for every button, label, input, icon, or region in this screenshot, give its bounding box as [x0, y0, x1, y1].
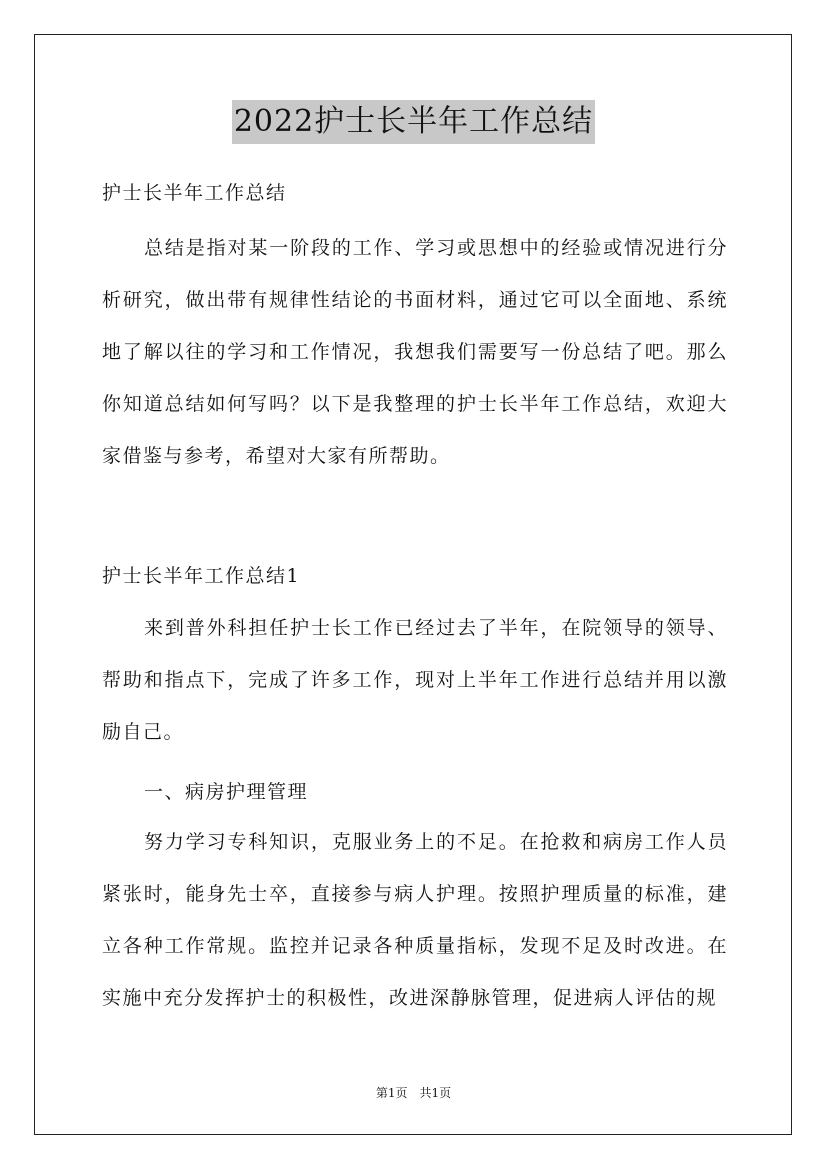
- item-1-title: 一、病房护理管理: [144, 781, 309, 803]
- document-subtitle: 护士长半年工作总结: [102, 182, 287, 204]
- page-footer: 第1页 共1页: [375, 1086, 452, 1100]
- section-1-title: 护士长半年工作总结1: [102, 565, 301, 587]
- title-container: [0, 100, 827, 144]
- intro-paragraph: 总结是指对某一阶段的工作、学习或思想中的经验或情况进行分析研究，做出带有规律性结论的书面材料，通过它可以全面地、系统地了解以往的学习和工作情况，我想我们需要写一份总结了吧。那么你知道总结如何写吗？以下是我整理的护士长半年工作总结，欢迎大家借鉴与参考，希望对大家有所帮助。: [102, 237, 728, 467]
- section-1-paragraph: 来到普外科担任护士长工作已经过去了半年，在院领导的领导、帮助和指点下，完成了许多工作，现对上半年工作进行总结并用以激励自己。: [102, 617, 728, 743]
- item-1-paragraph: 努力学习专科知识，克服业务上的不足。在抢救和病房工作人员紧张时，能身先士卒，直接参与病人护理。按照护理质量的标准，建立各种工作常规。监控并记录各种质量指标，发现不足及时改进。在实施中充分发挥护士的积极性，改进深静脉管理，促进病人评估的规: [102, 831, 728, 1009]
- document-title: 2022护士长半年工作总结: [232, 100, 595, 144]
